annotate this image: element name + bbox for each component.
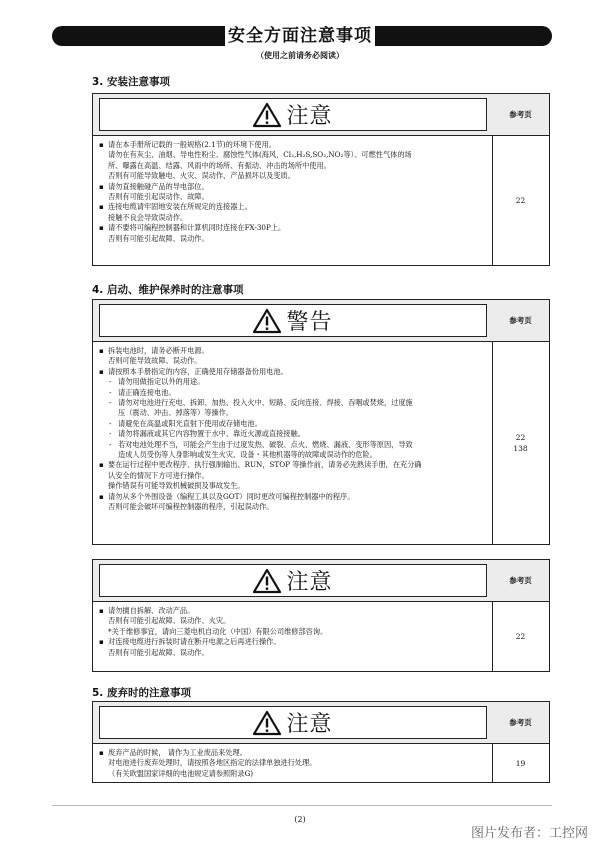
reference-page-number: 19 bbox=[515, 758, 526, 768]
reference-page-values bbox=[492, 136, 549, 265]
section-heading-install: 3. 安装注意事项 bbox=[92, 76, 170, 88]
caution-content bbox=[93, 744, 493, 782]
continuation-line: （有关欧盟国家详细的电池规定请参照附录G) bbox=[108, 768, 254, 778]
bullet-item: ▪ 请在本手册所记载的一般规格(2.1节)的环境下使用。 bbox=[99, 140, 488, 150]
bullet-item: ▪ 对连接电缆进行拆装时请在断开电源之后再进行操作。 bbox=[99, 637, 488, 647]
continuation-line: 否则有可能导致触电、火灾、误动作、产品损坏以及变质。 bbox=[108, 171, 295, 181]
page-title: 安全方面注意事项 bbox=[225, 22, 375, 50]
dash-item: - 请正确连接电池。 bbox=[99, 388, 488, 398]
bullet-item: ▪ 请按照本手册指定的内容，正确使用存储器备份用电池。 bbox=[99, 367, 488, 377]
bullet-item: ▪ 连接电缆请牢固地安装在所规定的连接器上。 bbox=[99, 202, 488, 212]
reference-page-number: 22 bbox=[515, 433, 526, 442]
caution-content bbox=[93, 136, 493, 265]
caution-header bbox=[93, 94, 493, 136]
continuation-line: 接触不良会导致误动作。 bbox=[108, 212, 188, 222]
bullet-item: ▪ 拆装电池时，请务必断开电源。 bbox=[99, 346, 488, 356]
reference-page-values bbox=[492, 602, 549, 671]
continuation-line: 压（震动、冲击、掉落等）等操作。 bbox=[118, 408, 234, 418]
continuation-line: 否则可能导致故障、误动作。 bbox=[108, 356, 202, 366]
warning-box-maintenance bbox=[92, 299, 550, 545]
continuation-line: 请勿在有灰尘、油烟、导电性粉尘、腐蚀性气体(海风，Cl₂,H₂S,SO₂,NO₂等）、可燃性气体的场 bbox=[108, 150, 412, 160]
dash-item: - 请勿对电池进行充电、拆卸、加热、投入火中、短路、反向连接、焊接、吞咽或焚烧，过度施 bbox=[99, 398, 488, 408]
continuation-line: 对电池进行废弃处理时，请按照各地区指定的法律单独进行处理。 bbox=[108, 758, 317, 768]
bullet-item: ▪ 请勿从多个外围设备（编程工具以及GOT）同时更改可编程控制器中的程序。 bbox=[99, 492, 488, 502]
warning-triangle-icon bbox=[252, 308, 282, 334]
caution-content bbox=[93, 602, 493, 671]
bullet-item: ▪ 要在运行过程中更改程序、执行强制输出、RUN，STOP 等操作前，请务必先熟读手册，在充分确 bbox=[99, 460, 488, 470]
dash-item: - 请勿用做指定以外的用途。 bbox=[99, 377, 488, 387]
reference-page-values bbox=[492, 342, 549, 544]
reference-page-header: 参考页 bbox=[492, 560, 549, 602]
caution-box-maintenance bbox=[92, 559, 550, 672]
page-number: (2) bbox=[294, 815, 306, 824]
continuation-line: 所、曝露在高温、结露、风雨中的场所、有振动、冲击的场所中使用。 bbox=[108, 160, 331, 170]
continuation-line: 造成人员受伤等人身影响或发生火灾、设备・其他机器等的故障或误动作的危险。 bbox=[118, 450, 377, 460]
watermark-text: 图片发布者：工控网 bbox=[470, 826, 588, 841]
section-heading-disposal: 5. 废弃时的注意事项 bbox=[92, 687, 191, 699]
caution-box-disposal bbox=[92, 701, 550, 783]
dash-item: - 若对电池处理不当，可能会产生由于过度发热、破裂、点火、燃烧、漏液、变形等原因，导致 bbox=[99, 440, 488, 450]
reference-page-header: 参考页 bbox=[492, 702, 549, 744]
footer-divider bbox=[52, 805, 552, 806]
reference-page-number: 22 bbox=[515, 196, 526, 205]
caution-label: 注意 bbox=[286, 570, 333, 595]
bullet-item: ▪ 请勿擅自拆解、改动产品。 bbox=[99, 606, 488, 616]
reference-page-header: 参考页 bbox=[492, 300, 549, 342]
continuation-line: 否则有可能引起误动作、故障。 bbox=[108, 192, 209, 202]
warning-header bbox=[93, 300, 493, 342]
continuation-line: 否则可能会破坏可编程控制器的程序，引起误动作。 bbox=[108, 502, 274, 512]
continuation-line: 否则有可能引起故障、误动作、火灾。 bbox=[108, 616, 231, 626]
continuation-line: 认安全的情况下方可进行操作。 bbox=[108, 470, 209, 480]
bullet-item: ▪ 请不要将可编程控制器和计算机同时连接在FX-30P上。 bbox=[99, 223, 488, 233]
caution-box-install bbox=[92, 93, 550, 266]
caution-label: 注意 bbox=[286, 104, 333, 129]
warning-triangle-icon bbox=[252, 710, 282, 736]
dash-item: - 请勿将漏液或其它内容物置于水中、靠近火源或直接接触。 bbox=[99, 429, 488, 439]
warning-triangle-icon bbox=[252, 568, 282, 594]
continuation-line: 否则有可能引起故障、误动作。 bbox=[108, 233, 209, 243]
bullet-item: ▪ 请勿直接触碰产品的导电部位。 bbox=[99, 182, 488, 192]
section-heading-startup-maintenance: 4. 启动、维护保养时的注意事项 bbox=[92, 284, 244, 296]
caution-header bbox=[93, 560, 493, 602]
bullet-item: ▪ 废弃产品的时候， 请作为工业废品来处理。 bbox=[99, 748, 488, 758]
dash-item: - 请避免在高温或阳光直射下使用或存储电池。 bbox=[99, 419, 488, 429]
warning-content bbox=[93, 342, 493, 544]
warning-triangle-icon bbox=[252, 102, 282, 128]
reference-page-values bbox=[492, 744, 549, 782]
continuation-line: 操作错误有可能导致机械破损及事故发生。 bbox=[108, 481, 245, 491]
caution-label: 注意 bbox=[286, 712, 333, 737]
caution-header bbox=[93, 702, 493, 744]
reference-page-header: 参考页 bbox=[492, 94, 549, 136]
continuation-line: *关于维修事宜，请向三菱电机自动化（中国）有限公司维修部咨询。 bbox=[108, 626, 328, 636]
page-subtitle: （使用之前请务必阅读） bbox=[256, 51, 344, 60]
warning-label: 警告 bbox=[286, 310, 333, 335]
continuation-line: 否则有可能引起故障、误动作。 bbox=[108, 647, 209, 657]
reference-page-number: 22 bbox=[515, 632, 526, 641]
reference-page-number: 138 bbox=[513, 444, 528, 453]
